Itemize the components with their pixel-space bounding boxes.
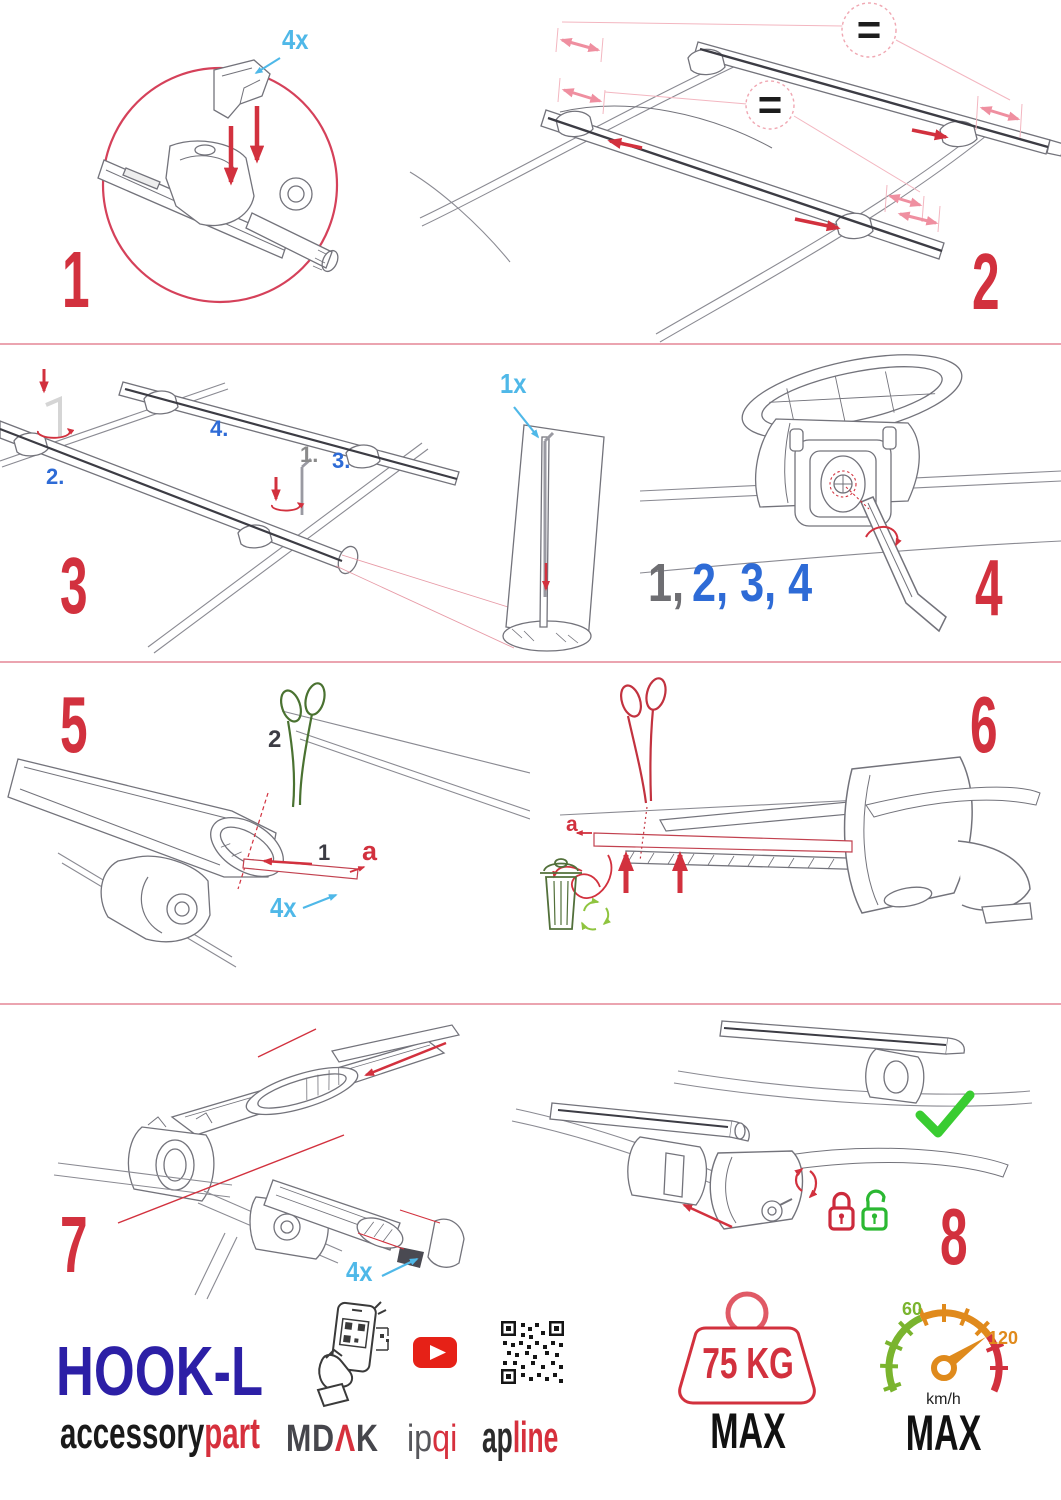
max-weight-value: 75 KG xyxy=(702,1339,794,1388)
step5-number: 5 xyxy=(60,680,88,769)
allen-key-ghost-icon xyxy=(46,399,60,437)
mdak-k: K xyxy=(355,1418,379,1460)
speed-high-tick: 120 xyxy=(988,1328,1019,1348)
ipqi-ip: ip xyxy=(407,1418,433,1460)
step3-count-label: 1x xyxy=(500,368,527,399)
lock-cover-part xyxy=(710,1151,802,1229)
apline-logo xyxy=(482,1413,559,1462)
step3-order-2: 2. xyxy=(46,464,65,489)
step3-order-4: 4. xyxy=(210,416,229,441)
equals-symbol: = xyxy=(856,6,882,53)
step8-number: 8 xyxy=(940,1192,968,1281)
step6-strip-letter: a xyxy=(566,813,578,836)
step1-count-label: 4x xyxy=(282,24,309,55)
mdak-md: MD xyxy=(286,1418,335,1460)
check-icon xyxy=(920,1095,970,1133)
step6-number: 6 xyxy=(970,680,998,769)
allen-key-icon xyxy=(272,459,311,515)
mdak-lambda: Λ xyxy=(334,1418,356,1460)
step7-number: 7 xyxy=(60,1200,88,1289)
allen-key-icon xyxy=(861,497,946,631)
step3-assembly-illustration xyxy=(0,345,640,661)
step1-number: 1 xyxy=(62,235,90,324)
qr-code-icon xyxy=(501,1321,564,1384)
step5-cut-label: 2 xyxy=(268,726,282,753)
section-divider-2 xyxy=(0,661,1061,663)
scissors-icon xyxy=(617,676,668,861)
sequence-first: 1, xyxy=(648,553,685,613)
rubber-strip-part xyxy=(594,833,852,852)
brand-part: part xyxy=(204,1409,260,1458)
end-cap-part xyxy=(397,1219,464,1268)
apline-line: line xyxy=(512,1413,559,1462)
phone-scan-icon xyxy=(312,1298,402,1408)
slide-arrows xyxy=(610,130,946,228)
speed-unit: km/h xyxy=(926,1391,961,1408)
step3-order-1: 1. xyxy=(300,442,319,467)
step2-number: 2 xyxy=(972,237,1000,326)
brand-accessory: accessory xyxy=(60,1409,205,1458)
ipqi-qi: qi xyxy=(432,1418,458,1460)
step8-lock-illustration xyxy=(500,1005,1061,1300)
step2-spacing-illustration xyxy=(400,0,1061,345)
padlock-closed-icon xyxy=(830,1194,853,1230)
step5-strip-letter: a xyxy=(362,836,378,866)
bar-end-tube xyxy=(503,425,604,651)
step5-strip-label: 1 xyxy=(318,840,331,865)
scissors-icon xyxy=(277,681,327,807)
count-leader-arrow xyxy=(303,895,336,908)
sequence-rest: 2, 3, 4 xyxy=(692,553,813,613)
step1-detail-illustration xyxy=(0,0,400,345)
step4-number: 4 xyxy=(975,543,1003,632)
step3-order-3: 3. xyxy=(332,448,351,473)
padlock-open-icon xyxy=(863,1191,886,1229)
max-speed-label: MAX xyxy=(905,1405,982,1461)
step3-number: 3 xyxy=(60,541,88,630)
brand-logo xyxy=(60,1409,260,1458)
product-name: HOOK-L xyxy=(56,1332,264,1410)
equals-symbol: = xyxy=(757,81,783,128)
ipqi-logo xyxy=(407,1420,457,1458)
step7-count-label: 4x xyxy=(346,1256,373,1287)
step5-count-label: 4x xyxy=(270,892,297,923)
youtube-icon xyxy=(413,1337,457,1368)
step4-sequence-label xyxy=(648,553,813,613)
apline-ap: ap xyxy=(482,1413,513,1462)
max-weight-label: MAX xyxy=(710,1403,786,1459)
mdak-logo xyxy=(286,1420,379,1458)
recycle-icon xyxy=(582,902,608,930)
speed-low-tick: 60 xyxy=(902,1299,923,1319)
